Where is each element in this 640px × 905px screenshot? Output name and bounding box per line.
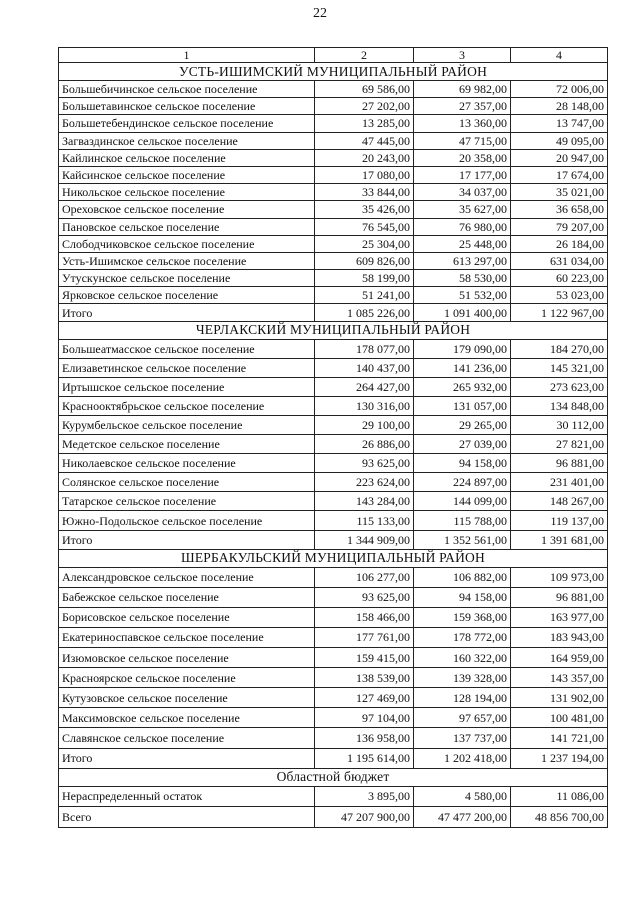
amount-cell: 143 357,00	[511, 668, 608, 688]
amount-cell: 231 401,00	[511, 473, 608, 492]
section-title: ЧЕРЛАКСКИЙ МУНИЦИПАЛЬНЫЙ РАЙОН	[59, 321, 608, 339]
amount-cell: 264 427,00	[315, 377, 414, 396]
amount-cell: 17 674,00	[511, 166, 608, 183]
amount-cell: 159 415,00	[315, 648, 414, 668]
amount-cell: 1 344 909,00	[315, 530, 414, 549]
table-row	[59, 166, 608, 183]
settlement-name-cell: Утускунское сельское поселение	[59, 270, 315, 287]
amount-cell: 47 207 900,00	[315, 807, 414, 828]
amount-cell: 4 580,00	[414, 786, 511, 807]
table-row	[59, 648, 608, 668]
amount-cell: 96 881,00	[511, 587, 608, 607]
settlement-name-cell: Кайлинское сельское поселение	[59, 149, 315, 166]
table-row	[59, 473, 608, 492]
amount-cell: 178 077,00	[315, 339, 414, 358]
amount-cell: 20 243,00	[315, 149, 414, 166]
amount-cell: 20 358,00	[414, 149, 511, 166]
table-row	[59, 567, 608, 587]
amount-cell: 158 466,00	[315, 607, 414, 627]
settlement-name-cell: Кайсинское сельское поселение	[59, 166, 315, 183]
amount-cell: 60 223,00	[511, 270, 608, 287]
settlement-name-cell: Итого	[59, 530, 315, 549]
amount-cell: 17 177,00	[414, 166, 511, 183]
section-title: Областной бюджет	[59, 768, 608, 786]
column-number: 1	[59, 48, 315, 63]
settlement-name-cell: Ореховское сельское поселение	[59, 201, 315, 218]
amount-cell: 33 844,00	[315, 184, 414, 201]
amount-cell: 164 959,00	[511, 648, 608, 668]
amount-cell: 69 586,00	[315, 81, 414, 98]
amount-cell: 30 112,00	[511, 416, 608, 435]
table-row	[59, 270, 608, 287]
amount-cell: 13 747,00	[511, 115, 608, 132]
settlement-name-cell: Большеатмасское сельское поселение	[59, 339, 315, 358]
amount-cell: 1 195 614,00	[315, 748, 414, 768]
table-row	[59, 287, 608, 304]
amount-cell: 97 104,00	[315, 708, 414, 728]
amount-cell: 36 658,00	[511, 201, 608, 218]
settlement-name-cell: Екатериноспавское сельское поселение	[59, 627, 315, 647]
settlement-name-cell: Красноярское сельское поселение	[59, 668, 315, 688]
table-row	[59, 807, 608, 828]
table-row	[59, 728, 608, 748]
settlement-name-cell: Николаевское сельское поселение	[59, 454, 315, 473]
table-row	[59, 454, 608, 473]
amount-cell: 13 285,00	[315, 115, 414, 132]
table-row	[59, 688, 608, 708]
settlement-name-cell: Славянское сельское поселение	[59, 728, 315, 748]
table-row	[59, 149, 608, 166]
settlement-name-cell: Никольское сельское поселение	[59, 184, 315, 201]
table-row	[59, 492, 608, 511]
table-row	[59, 708, 608, 728]
section-header-row	[59, 768, 608, 786]
amount-cell: 163 977,00	[511, 607, 608, 627]
amount-cell: 223 624,00	[315, 473, 414, 492]
table-row	[59, 587, 608, 607]
column-number-row	[59, 48, 608, 63]
amount-cell: 184 270,00	[511, 339, 608, 358]
amount-cell: 179 090,00	[414, 339, 511, 358]
amount-cell: 29 265,00	[414, 416, 511, 435]
amount-cell: 613 297,00	[414, 252, 511, 269]
amount-cell: 131 902,00	[511, 688, 608, 708]
table-row	[59, 396, 608, 415]
amount-cell: 141 236,00	[414, 358, 511, 377]
amount-cell: 72 006,00	[511, 81, 608, 98]
amount-cell: 28 148,00	[511, 98, 608, 115]
amount-cell: 144 099,00	[414, 492, 511, 511]
amount-cell: 47 445,00	[315, 132, 414, 149]
settlement-name-cell: Солянское сельское поселение	[59, 473, 315, 492]
settlement-name-cell: Борисовское сельское поселение	[59, 607, 315, 627]
amount-cell: 27 821,00	[511, 435, 608, 454]
table-row	[59, 252, 608, 269]
amount-cell: 106 882,00	[414, 567, 511, 587]
settlement-name-cell: Большетавинское сельское поселение	[59, 98, 315, 115]
amount-cell: 140 437,00	[315, 358, 414, 377]
settlement-name-cell: Курумбельское сельское поселение	[59, 416, 315, 435]
table-row	[59, 530, 608, 549]
amount-cell: 115 788,00	[414, 511, 511, 530]
amount-cell: 265 932,00	[414, 377, 511, 396]
table-row	[59, 132, 608, 149]
settlement-name-cell: Загваздинское сельское поселение	[59, 132, 315, 149]
settlement-name-cell: Большебичинское сельское поселение	[59, 81, 315, 98]
amount-cell: 137 737,00	[414, 728, 511, 748]
settlement-name-cell: Пановское сельское поселение	[59, 218, 315, 235]
amount-cell: 127 469,00	[315, 688, 414, 708]
amount-cell: 13 360,00	[414, 115, 511, 132]
amount-cell: 35 627,00	[414, 201, 511, 218]
budget-table	[58, 47, 608, 828]
settlement-name-cell: Итого	[59, 304, 315, 321]
table-row	[59, 115, 608, 132]
amount-cell: 25 448,00	[414, 235, 511, 252]
amount-cell: 115 133,00	[315, 511, 414, 530]
table-row	[59, 511, 608, 530]
amount-cell: 1 202 418,00	[414, 748, 511, 768]
table-row	[59, 786, 608, 807]
settlement-name-cell: Александровское сельское поселение	[59, 567, 315, 587]
amount-cell: 96 881,00	[511, 454, 608, 473]
settlement-name-cell: Ярковское сельское поселение	[59, 287, 315, 304]
amount-cell: 100 481,00	[511, 708, 608, 728]
settlement-name-cell: Медетское сельское поселение	[59, 435, 315, 454]
amount-cell: 94 158,00	[414, 454, 511, 473]
settlement-name-cell: Южно-Подольское сельское поселение	[59, 511, 315, 530]
settlement-name-cell: Всего	[59, 807, 315, 828]
amount-cell: 17 080,00	[315, 166, 414, 183]
amount-cell: 93 625,00	[315, 454, 414, 473]
column-number: 3	[414, 48, 511, 63]
settlement-name-cell: Усть-Ишимское сельское поселение	[59, 252, 315, 269]
table-row	[59, 627, 608, 647]
amount-cell: 35 021,00	[511, 184, 608, 201]
section-header-row	[59, 63, 608, 81]
table-row	[59, 358, 608, 377]
amount-cell: 26 184,00	[511, 235, 608, 252]
amount-cell: 160 322,00	[414, 648, 511, 668]
settlement-name-cell: Краснооктябрьское сельское поселение	[59, 396, 315, 415]
amount-cell: 128 194,00	[414, 688, 511, 708]
amount-cell: 93 625,00	[315, 587, 414, 607]
table-row	[59, 184, 608, 201]
table-row	[59, 201, 608, 218]
amount-cell: 178 772,00	[414, 627, 511, 647]
amount-cell: 27 357,00	[414, 98, 511, 115]
amount-cell: 53 023,00	[511, 287, 608, 304]
amount-cell: 136 958,00	[315, 728, 414, 748]
amount-cell: 47 477 200,00	[414, 807, 511, 828]
amount-cell: 183 943,00	[511, 627, 608, 647]
settlement-name-cell: Бабежское сельское поселение	[59, 587, 315, 607]
settlement-name-cell: Максимовское сельское поселение	[59, 708, 315, 728]
amount-cell: 34 037,00	[414, 184, 511, 201]
amount-cell: 145 321,00	[511, 358, 608, 377]
amount-cell: 131 057,00	[414, 396, 511, 415]
table-row	[59, 235, 608, 252]
amount-cell: 20 947,00	[511, 149, 608, 166]
amount-cell: 11 086,00	[511, 786, 608, 807]
amount-cell: 26 886,00	[315, 435, 414, 454]
amount-cell: 27 202,00	[315, 98, 414, 115]
amount-cell: 58 199,00	[315, 270, 414, 287]
amount-cell: 224 897,00	[414, 473, 511, 492]
amount-cell: 1 237 194,00	[511, 748, 608, 768]
amount-cell: 79 207,00	[511, 218, 608, 235]
amount-cell: 138 539,00	[315, 668, 414, 688]
amount-cell: 29 100,00	[315, 416, 414, 435]
amount-cell: 94 158,00	[414, 587, 511, 607]
settlement-name-cell: Кутузовское сельское поселение	[59, 688, 315, 708]
amount-cell: 159 368,00	[414, 607, 511, 627]
amount-cell: 51 532,00	[414, 287, 511, 304]
settlement-name-cell: Иртышское сельское поселение	[59, 377, 315, 396]
amount-cell: 27 039,00	[414, 435, 511, 454]
amount-cell: 134 848,00	[511, 396, 608, 415]
amount-cell: 1 391 681,00	[511, 530, 608, 549]
table-row	[59, 218, 608, 235]
amount-cell: 25 304,00	[315, 235, 414, 252]
amount-cell: 35 426,00	[315, 201, 414, 218]
amount-cell: 273 623,00	[511, 377, 608, 396]
table-row	[59, 416, 608, 435]
section-title: УСТЬ-ИШИМСКИЙ МУНИЦИПАЛЬНЫЙ РАЙОН	[59, 63, 608, 81]
amount-cell: 177 761,00	[315, 627, 414, 647]
section-title: ШЕРБАКУЛЬСКИЙ МУНИЦИПАЛЬНЫЙ РАЙОН	[59, 549, 608, 567]
amount-cell: 48 856 700,00	[511, 807, 608, 828]
amount-cell: 1 352 561,00	[414, 530, 511, 549]
settlement-name-cell: Татарское сельское поселение	[59, 492, 315, 511]
amount-cell: 609 826,00	[315, 252, 414, 269]
table-row	[59, 377, 608, 396]
amount-cell: 1 122 967,00	[511, 304, 608, 321]
amount-cell: 1 091 400,00	[414, 304, 511, 321]
amount-cell: 69 982,00	[414, 81, 511, 98]
column-number: 2	[315, 48, 414, 63]
table-row	[59, 304, 608, 321]
table-row	[59, 98, 608, 115]
amount-cell: 3 895,00	[315, 786, 414, 807]
amount-cell: 148 267,00	[511, 492, 608, 511]
amount-cell: 139 328,00	[414, 668, 511, 688]
settlement-name-cell: Елизаветинское сельское поселение	[59, 358, 315, 377]
table-row	[59, 668, 608, 688]
settlement-name-cell: Изюмовское сельское поселение	[59, 648, 315, 668]
section-header-row	[59, 549, 608, 567]
amount-cell: 141 721,00	[511, 728, 608, 748]
table-row	[59, 435, 608, 454]
page-number: 22	[313, 6, 327, 21]
amount-cell: 76 545,00	[315, 218, 414, 235]
amount-cell: 58 530,00	[414, 270, 511, 287]
amount-cell: 47 715,00	[414, 132, 511, 149]
amount-cell: 51 241,00	[315, 287, 414, 304]
settlement-name-cell: Итого	[59, 748, 315, 768]
settlement-name-cell: Слободчиковское сельское поселение	[59, 235, 315, 252]
table-row	[59, 748, 608, 768]
amount-cell: 1 085 226,00	[315, 304, 414, 321]
amount-cell: 130 316,00	[315, 396, 414, 415]
amount-cell: 97 657,00	[414, 708, 511, 728]
table-row	[59, 339, 608, 358]
amount-cell: 143 284,00	[315, 492, 414, 511]
budget-table-body	[59, 48, 608, 828]
amount-cell: 76 980,00	[414, 218, 511, 235]
column-number: 4	[511, 48, 608, 63]
section-header-row	[59, 321, 608, 339]
amount-cell: 119 137,00	[511, 511, 608, 530]
amount-cell: 49 095,00	[511, 132, 608, 149]
amount-cell: 106 277,00	[315, 567, 414, 587]
settlement-name-cell: Большетебендинское сельское поселение	[59, 115, 315, 132]
settlement-name-cell: Нераспределенный остаток	[59, 786, 315, 807]
table-row	[59, 81, 608, 98]
amount-cell: 631 034,00	[511, 252, 608, 269]
table-row	[59, 607, 608, 627]
amount-cell: 109 973,00	[511, 567, 608, 587]
